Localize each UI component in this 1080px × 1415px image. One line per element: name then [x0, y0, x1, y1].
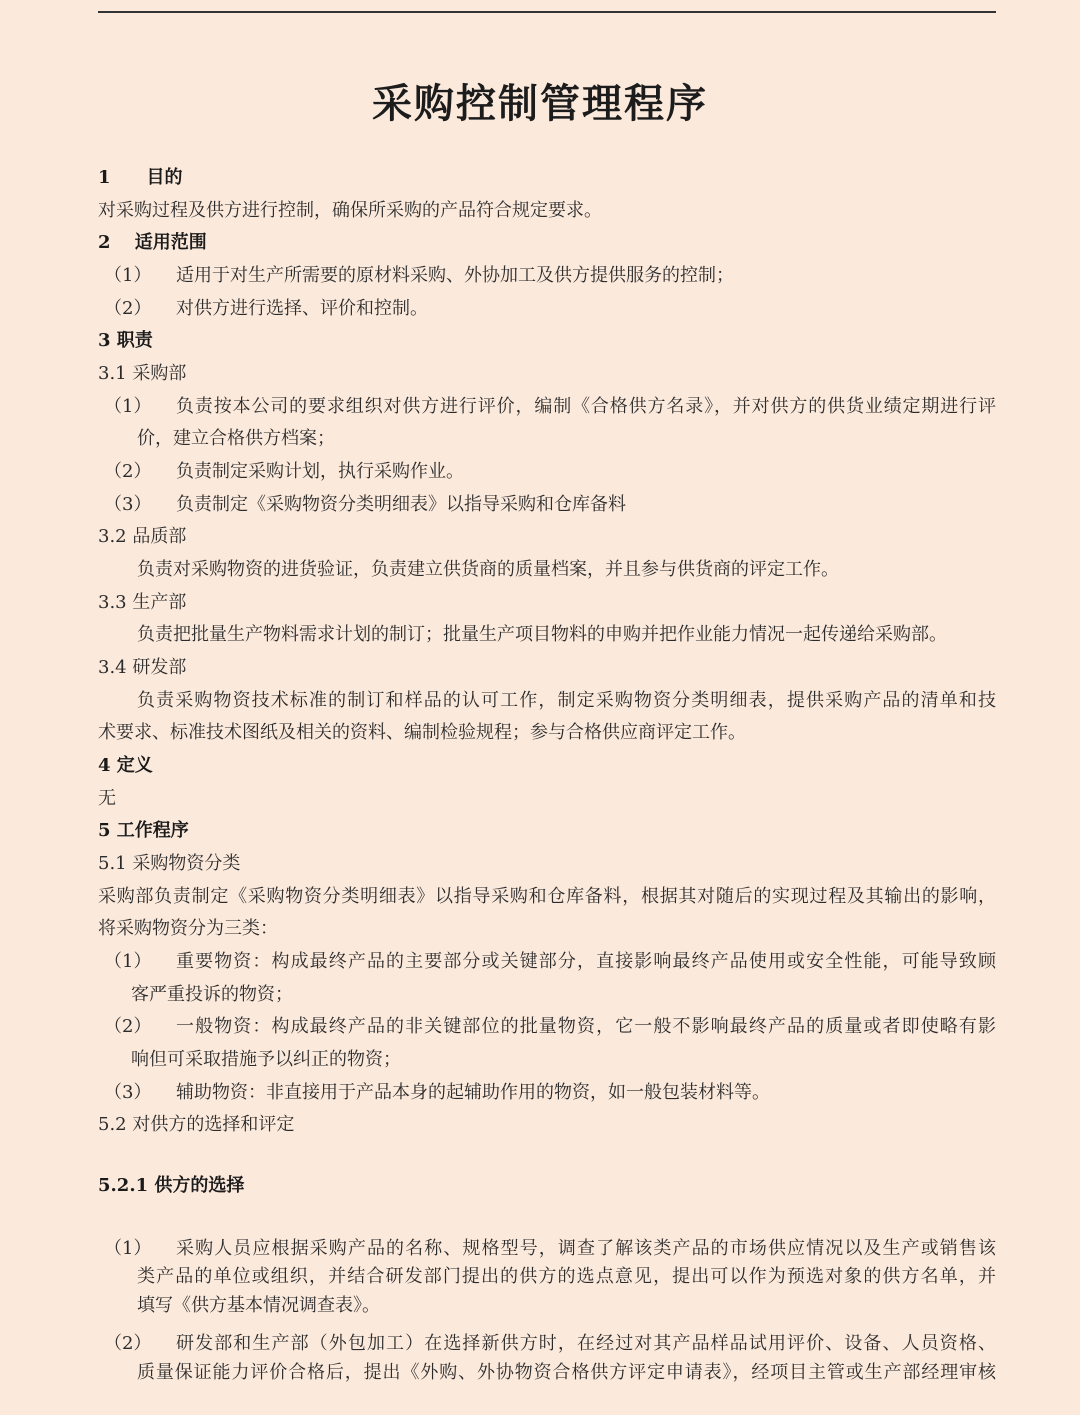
- subsection-heading: 3.3 生产部: [98, 592, 187, 613]
- paragraph-continuation: 将采购物资分为三类：: [98, 918, 278, 939]
- subsection-heading: 5.1 采购物资分类: [98, 853, 241, 874]
- list-item-continuation: 质量保证能力评价合格后，提出《外购、外协物资合格供方评定申请表》，经项目主管或生产部经理审核: [137, 1362, 996, 1383]
- list-number: （3）: [104, 494, 152, 515]
- top-rule: [98, 11, 996, 13]
- list-item-text: 辅助物资：非直接用于产品本身的起辅助作用的物资，如一般包装材料等。: [176, 1082, 770, 1103]
- list-number: （2）: [104, 298, 152, 319]
- paragraph: 对采购过程及供方进行控制，确保所采购的产品符合规定要求。: [98, 200, 602, 221]
- list-number: （3）: [104, 1082, 152, 1103]
- list-item-text: 重要物资：构成最终产品的主要部分或关键部分，直接影响最终产品使用或安全性能，可能导致顾: [176, 951, 996, 972]
- list-item-text: 研发部和生产部（外包加工）在选择新供方时，在经过对其产品样品试用评价、设备、人员资格、: [176, 1333, 996, 1354]
- list-item-text: 一般物资：构成最终产品的非关键部位的批量物资，它一般不影响最终产品的质量或者即使略有影: [176, 1016, 996, 1037]
- list-number: （2）: [104, 1333, 152, 1354]
- section-heading-5: 5 工作程序: [98, 820, 189, 841]
- list-item-text: 负责制定采购计划，执行采购作业。: [176, 461, 464, 482]
- list-number: （1）: [104, 396, 152, 417]
- subsection-heading: 3.1 采购部: [98, 363, 187, 384]
- subsection-heading: 5.2 对供方的选择和评定: [98, 1114, 295, 1135]
- list-item-continuation: 响但可采取措施予以纠正的物资；: [131, 1049, 401, 1070]
- list-number: （2）: [104, 461, 152, 482]
- list-item-continuation: 客严重投诉的物资；: [131, 984, 293, 1005]
- list-item-text: 采购人员应根据采购产品的名称、规格型号，调查了解该类产品的市场供应情况以及生产或销售该: [176, 1238, 996, 1259]
- section-heading-3: 3 职责: [98, 330, 153, 351]
- list-item-text: 对供方进行选择、评价和控制。: [176, 298, 428, 319]
- list-number: （1）: [104, 1238, 152, 1259]
- subsubsection-heading: 5.2.1 供方的选择: [98, 1175, 245, 1196]
- paragraph: 负责对采购物资的进货验证，负责建立供货商的质量档案，并且参与供货商的评定工作。: [137, 559, 839, 580]
- subsection-heading: 3.2 品质部: [98, 526, 187, 547]
- list-item-text: 负责制定《采购物资分类明细表》以指导采购和仓库备料: [176, 494, 626, 515]
- paragraph: 采购部负责制定《采购物资分类明细表》以指导采购和仓库备料，根据其对随后的实现过程及其输出的影响，: [98, 886, 996, 907]
- list-number: （2）: [104, 1016, 152, 1037]
- list-item-continuation: 价，建立合格供方档案；: [137, 428, 335, 449]
- list-number: （1）: [104, 951, 152, 972]
- list-item-text: 适用于对生产所需要的原材料采购、外协加工及供方提供服务的控制；: [176, 265, 734, 286]
- paragraph: 负责采购物资技术标准的制订和样品的认可工作，制定采购物资分类明细表，提供采购产品的清单和技: [137, 690, 996, 711]
- page-title: 采购控制管理程序: [372, 80, 708, 127]
- list-item-continuation: 类产品的单位或组织，并结合研发部门提出的供方的选点意见，提出可以作为预选对象的供方名单，并: [137, 1266, 996, 1287]
- section-heading-2: 2 适用范围: [98, 232, 207, 253]
- section-heading-1: 1 目的: [98, 167, 183, 188]
- list-item-text: 负责按本公司的要求组织对供方进行评价，编制《合格供方名录》，并对供方的供货业绩定期进行评: [176, 396, 996, 417]
- list-number: （1）: [104, 265, 152, 286]
- paragraph: 负责把批量生产物料需求计划的制订；批量生产项目物料的申购并把作业能力情况一起传递给采购部。: [137, 624, 947, 645]
- section-heading-4: 4 定义: [98, 755, 153, 776]
- subsection-heading: 3.4 研发部: [98, 657, 187, 678]
- paragraph-continuation: 术要求、标准技术图纸及相关的资料、编制检验规程；参与合格供应商评定工作。: [98, 722, 746, 743]
- paragraph: 无: [98, 788, 116, 809]
- list-item-continuation: 填写《供方基本情况调查表》。: [137, 1295, 380, 1316]
